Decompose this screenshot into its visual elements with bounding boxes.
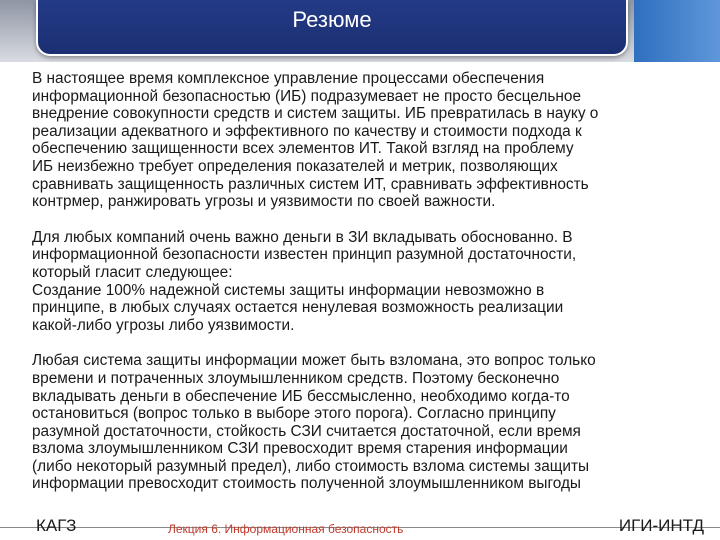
paragraph-1: В настоящее время комплексное управление процессами обеспечения информационной безопасностью (ИБ) подразумевает не просто бесцельное внедрение совокупности средств и систем защиты. ИБ превратилась в науку о реализации адекватного и эффективного по качеству и стоимости подхода к обеспечению защищенности всех элементов ИТ. Такой взгляд на проблему ИБ неизбежно требует определения показателей и метрик, позволяющих сравнивать защищенность различных систем ИТ, сравнивать эффективность контрмер, ранжировать угрозы и уязвимости по своей важности. — [32, 70, 599, 211]
paragraph-3: Любая система защиты информации может быть взломана, это вопрос только времени и потраченных злоумышленником средств. Поэтому бесконечно вкладывать деньги в обеспечение ИБ бессмысленно, необходимо когда-то остановиться (вопрос только в выборе этого порога). Согласно принципу разумной достаточности, стойкость СЗИ считается достаточной, если время взлома злоумышленником СЗИ превосходит время старения информации (либо некоторый разумный предел), либо стоимость взлома системы защиты информации превосходит стоимость полученной злоумышленником выгоды — [32, 352, 596, 493]
title-box — [36, 0, 628, 56]
footer-lecture-label: Лекция 6. Информационная безопасность — [168, 522, 404, 536]
footer-left-label: КАГЗ — [36, 516, 77, 535]
slide-body — [32, 70, 708, 511]
slide-title: Резюме — [292, 7, 372, 32]
header-accent — [634, 0, 720, 62]
paragraph-2: Для любых компаний очень важно деньги в ЗИ вкладывать обоснованно. В информационной безопасности известен принцип разумной достаточности, который гласит следующее: Создание 100% надежной системы защиты информации невозможно в принципе, в любых случаях остается ненулевая возможность реализации какой-либо угрозы либо уязвимости. — [32, 228, 577, 334]
footer-right-label: ИГИ-ИНТД — [618, 516, 704, 535]
